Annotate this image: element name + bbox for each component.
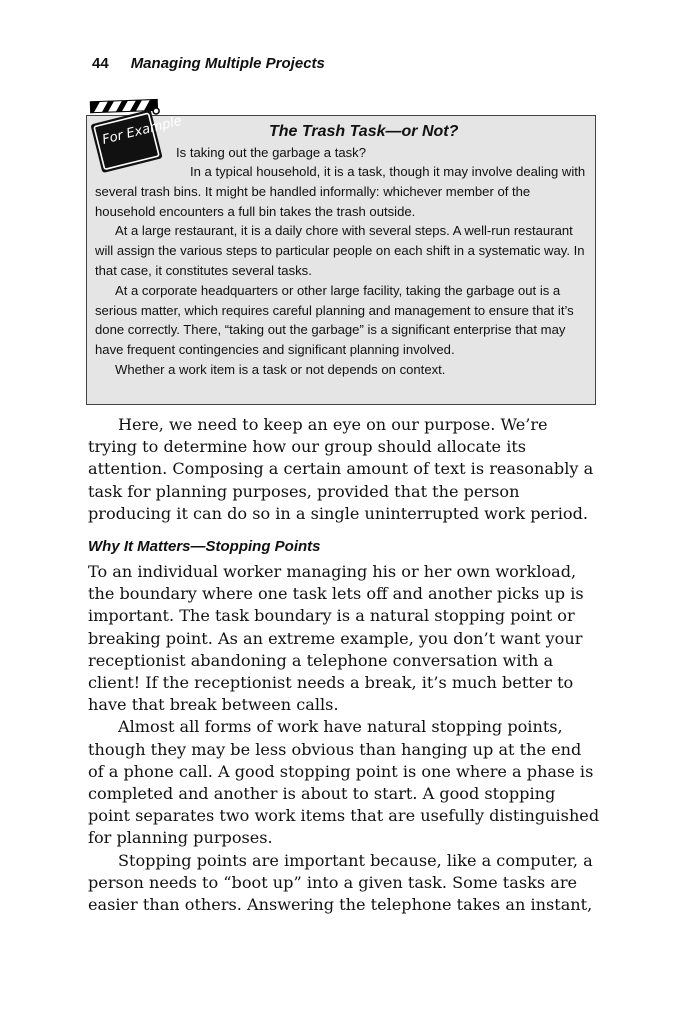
for-example-clapboard-icon	[88, 98, 184, 176]
sidebar-body	[95, 162, 589, 380]
sidebar-title: The Trash Task—or Not?	[269, 123, 459, 140]
body-paragraph: To an individual worker managing his or her own workload, the boundary where one task lets off and another picks up is important. The task boundary is a natural stopping point or breaking point. As an extreme example, you don’t want your receptionist abandoning a telephone conversation with a client! If the receptionist needs a break, it’s much better to have that break between calls.	[88, 562, 584, 715]
book-title: Managing Multiple Projects	[130, 55, 325, 72]
running-header	[92, 55, 325, 72]
sidebar-paragraph: At a large restaurant, it is a daily chore with several steps. A well-run restaurant will assign the various steps to particular people on each shift in a systematic way. In that case, it constitutes several tasks.	[95, 223, 585, 278]
sidebar-paragraph: Whether a work item is a task or not depends on context.	[115, 361, 446, 377]
body-paragraph: Almost all forms of work have natural stopping points, though they may be less obvious than hanging up at the end of a phone call. A good stopping point is one where a phase is completed and another is about to start. A good stopping point separates two work items that are usefully distinguished for planning purposes.	[88, 717, 600, 848]
sidebar-question: Is taking out the garbage a task?	[176, 145, 366, 160]
page-number: 44	[92, 55, 109, 72]
sidebar-paragraph: In a typical household, it is a task, though it may involve dealing with several trash bins. It might be handled informally: whichever member of the household encounters a full bin takes the trash outside.	[95, 164, 586, 219]
body-paragraph: Stopping points are important because, like a computer, a person needs to “boot up” into a given task. Some tasks are easier than others. Answering the telephone takes an instant,	[88, 850, 593, 915]
sidebar-paragraph: At a corporate headquarters or other large facility, taking the garbage out is a serious matter, which requires careful planning and management to ensure that it’s done correctly. There, “taking out the garbage” is a significant enterprise that may have frequent contingencies and significant planning involved.	[95, 282, 574, 358]
intro-paragraph: Here, we need to keep an eye on our purpose. We’re trying to determine how our group should allocate its attention. Composing a certain amount of text is reasonably a task for planning purposes, provided that the person producing it can do so in a single uninterrupted work period.	[88, 415, 594, 523]
badge-text: For Example	[100, 113, 184, 148]
section-heading: Why It Matters—Stopping Points	[88, 538, 321, 556]
main-text	[88, 414, 600, 916]
